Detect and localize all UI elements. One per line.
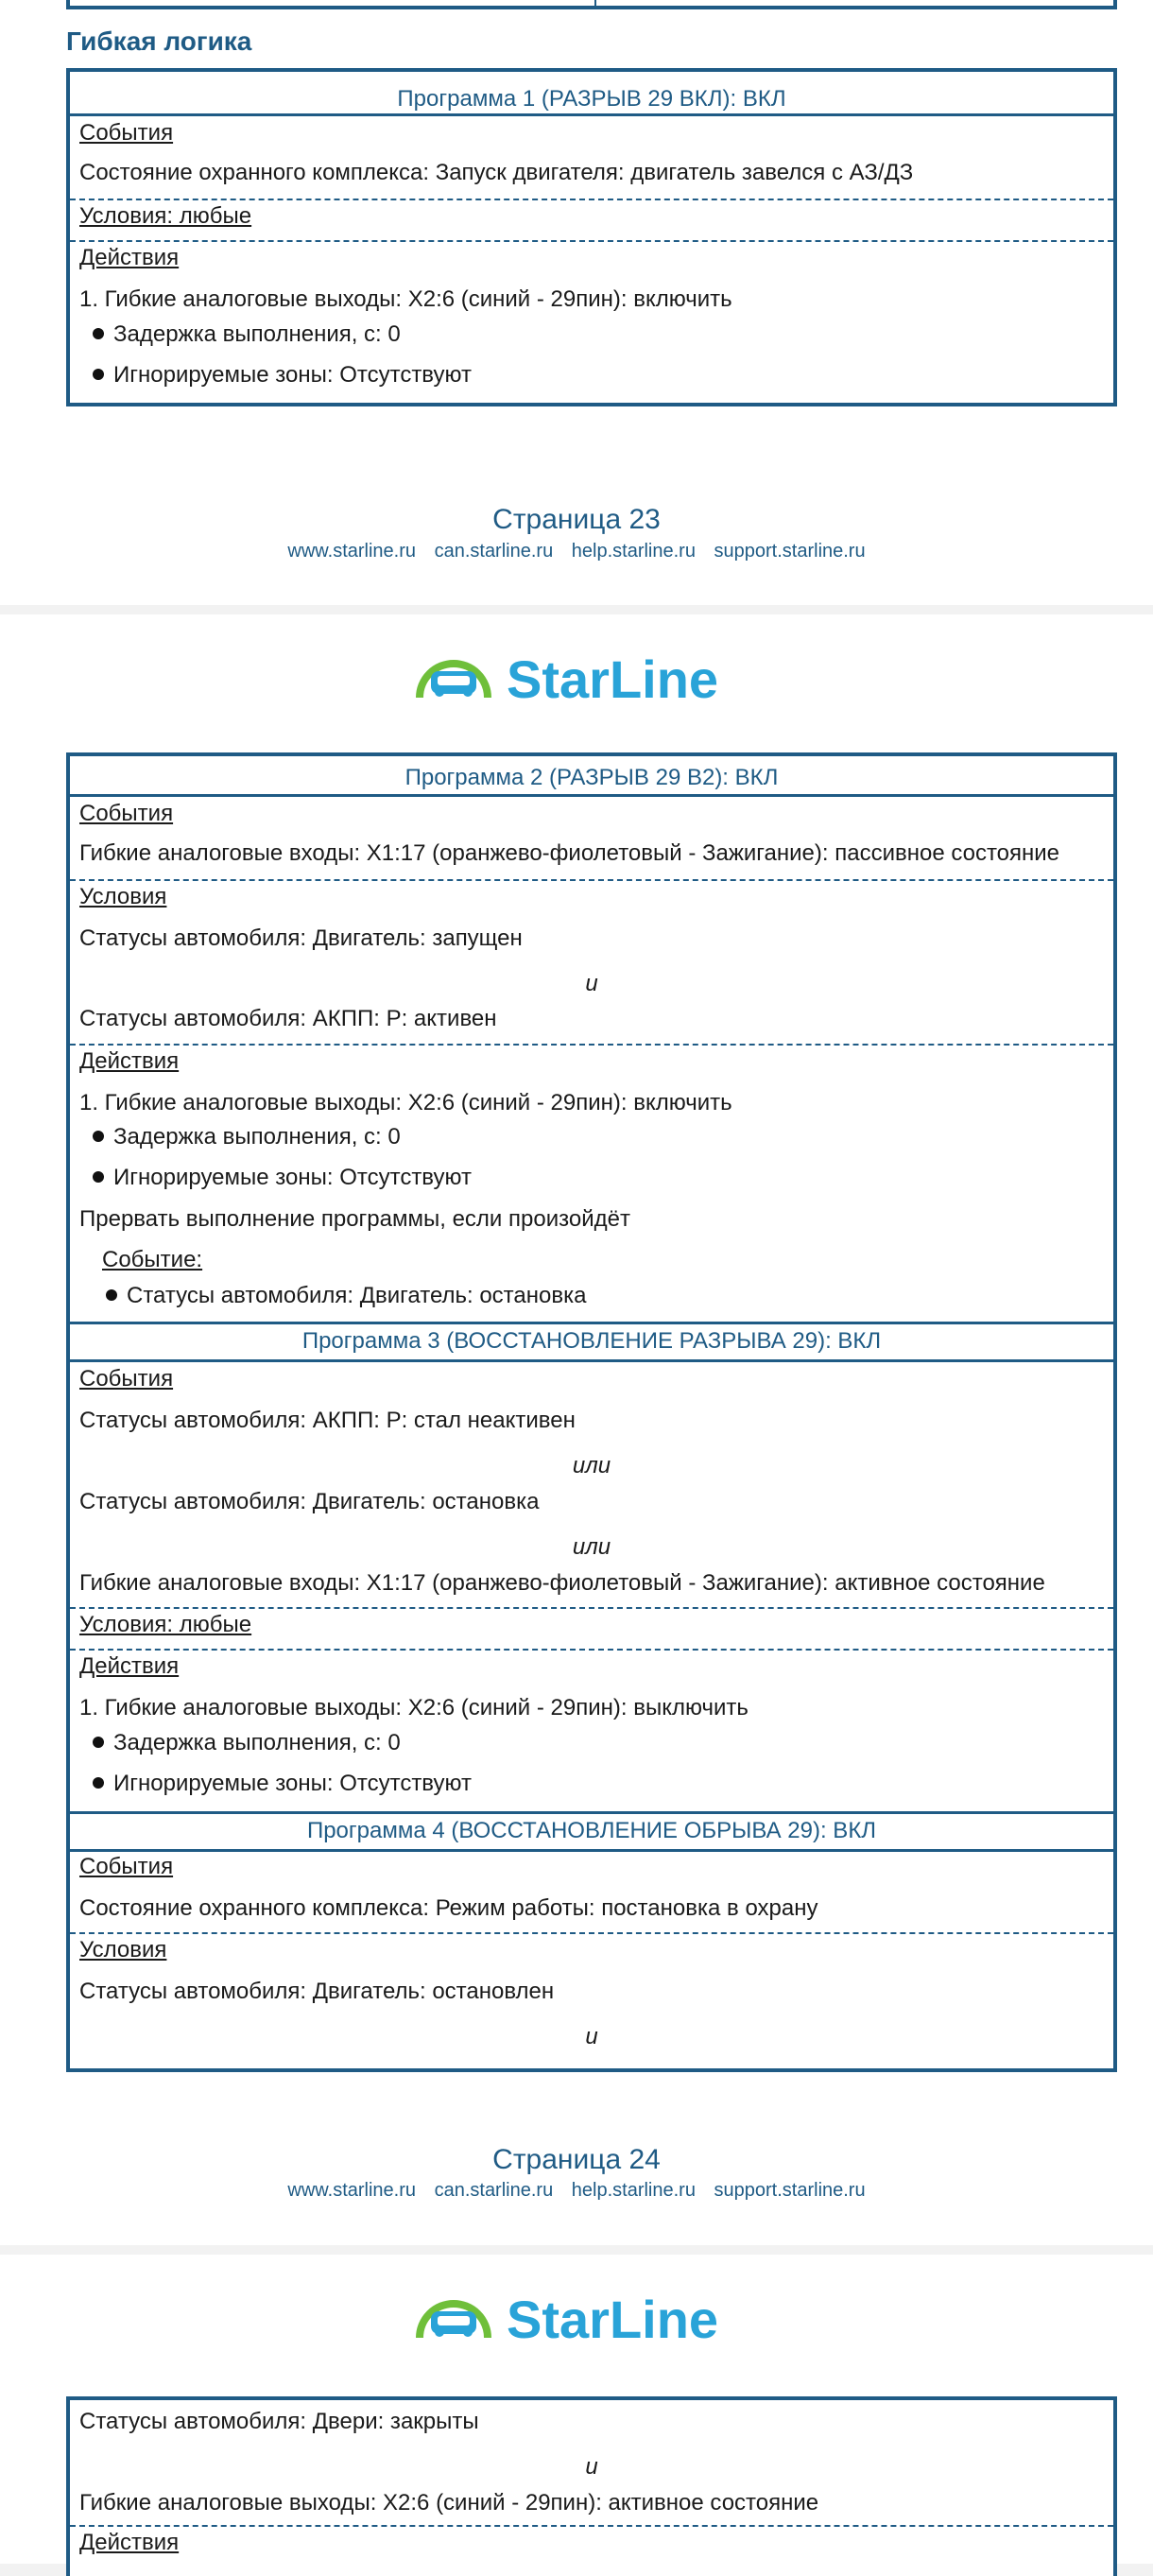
events-label: События [79,1366,174,1392]
link-support[interactable]: support.starline.ru [714,2180,866,2201]
bullet-icon [93,1171,104,1183]
events-label: События [79,120,174,146]
page-number: Страница 24 [492,2144,661,2175]
action-row: 1. Гибкие аналоговые выходы: X2:6 (синий - 29пин): выключить [79,1695,749,1720]
abort-event-row: Статусы автомобиля: Двигатель: остановка [106,1282,586,1310]
zones-row: Игнорируемые зоны: Отсутствуют [93,1164,472,1192]
program-2-4-table [66,752,1117,2072]
actions-label: Действия [79,2530,180,2555]
condition-row: Статусы автомобиля: Двери: закрыты [79,2409,479,2434]
program-4-continued-table [66,2396,1117,2576]
event-row: Состояние охранного комплекса: Режим работы: постановка в охрану [79,1895,818,1921]
page-number: Страница 23 [492,504,661,535]
starline-logo [414,643,740,711]
bullet-icon [106,1289,117,1301]
events-label: События [79,801,174,826]
page-25 [0,2255,1153,2564]
starline-logo-icon [414,2283,740,2351]
actions-label: Действия [79,1653,180,1679]
condition-row: Статусы автомобиля: АКПП: P: активен [79,1006,497,1031]
svg-text:StarLine: StarLine [507,2290,719,2349]
zones-row: Игнорируемые зоны: Отсутствуют [93,361,472,389]
link-can[interactable]: can.starline.ru [434,2180,554,2201]
conditions-label: Условия: любые [79,203,252,229]
and-connector: и [585,2024,598,2049]
actions-label: Действия [79,245,180,270]
conditions-label: Условия [79,1937,167,1962]
link-help[interactable]: help.starline.ru [571,2180,696,2201]
and-connector: и [585,971,598,996]
condition-row: Статусы автомобиля: Двигатель: запущен [79,925,523,951]
link-starline[interactable]: www.starline.ru [287,541,417,562]
and-connector: и [585,2454,598,2480]
program-2-title: Программа 2 (РАЗРЫВ 29 В2): ВКЛ [404,765,779,790]
starline-logo-icon [414,643,740,711]
section-title: Гибкая логика [66,26,252,56]
program-4-title: Программа 4 (ВОССТАНОВЛЕНИЕ ОБРЫВА 29): ВКЛ [306,1818,877,1843]
conditions-label: Условия [79,884,167,909]
action-row: 1. Гибкие аналоговые выходы: X2:6 (синий - 29пин): включить [79,286,732,312]
delay-row: Задержка выполнения, с: 0 [93,1123,401,1151]
bullet-icon [93,1131,104,1142]
link-help[interactable]: help.starline.ru [571,541,696,562]
link-can[interactable]: can.starline.ru [434,541,554,562]
delay-row: Задержка выполнения, с: 0 [93,1729,401,1757]
starline-logo [414,2283,740,2351]
or-connector: или [572,1453,611,1478]
event-row: Статусы автомобиля: АКПП: P: стал неактивен [79,1408,576,1433]
program-1-table [66,68,1117,406]
zones-row: Игнорируемые зоны: Отсутствуют [93,1770,472,1798]
events-label: События [79,1854,174,1879]
svg-text:StarLine: StarLine [507,649,719,709]
event-row: Гибкие аналоговые входы: X1:17 (оранжево-фиолетовый - Зажигание): активное состояние [79,1570,1045,1596]
footer-links [0,541,1153,562]
event-row: Гибкие аналоговые входы: X1:17 (оранжево-фиолетовый - Зажигание): пассивное состояние [79,840,1060,866]
event-row: Статусы автомобиля: Двигатель: остановка [79,1489,540,1514]
event-row: Состояние охранного комплекса: Запуск двигателя: двигатель завелся с АЗ/ДЗ [79,160,914,185]
page-24 [0,614,1153,2245]
page-23 [0,0,1153,605]
delay-row: Задержка выполнения, с: 0 [93,320,401,349]
program-3-title: Программа 3 (ВОССТАНОВЛЕНИЕ РАЗРЫВА 29): ВКЛ [301,1328,882,1354]
bullet-icon [93,328,104,339]
action-row: 1. Гибкие аналоговые выходы: X2:6 (синий - 29пин): включить [79,1090,732,1115]
footer-links [0,2180,1153,2202]
abort-event-label: Событие: [102,1247,203,1272]
bullet-icon [93,1777,104,1789]
condition-row: Гибкие аналоговые выходы: X2:6 (синий - 29пин): активное состояние [79,2490,819,2515]
actions-label: Действия [79,1048,180,1074]
conditions-label: Условия: любые [79,1612,252,1637]
program-1-title: Программа 1 (РАЗРЫВ 29 ВКЛ): ВКЛ [397,86,786,112]
link-support[interactable]: support.starline.ru [714,541,866,562]
abort-row: Прервать выполнение программы, если произойдёт [79,1206,630,1232]
bullet-icon [93,1737,104,1748]
previous-table-end [66,0,1117,9]
link-starline[interactable]: www.starline.ru [287,2180,417,2201]
bullet-icon [93,369,104,380]
condition-row: Статусы автомобиля: Двигатель: остановлен [79,1979,555,2004]
or-connector: или [572,1534,611,1560]
